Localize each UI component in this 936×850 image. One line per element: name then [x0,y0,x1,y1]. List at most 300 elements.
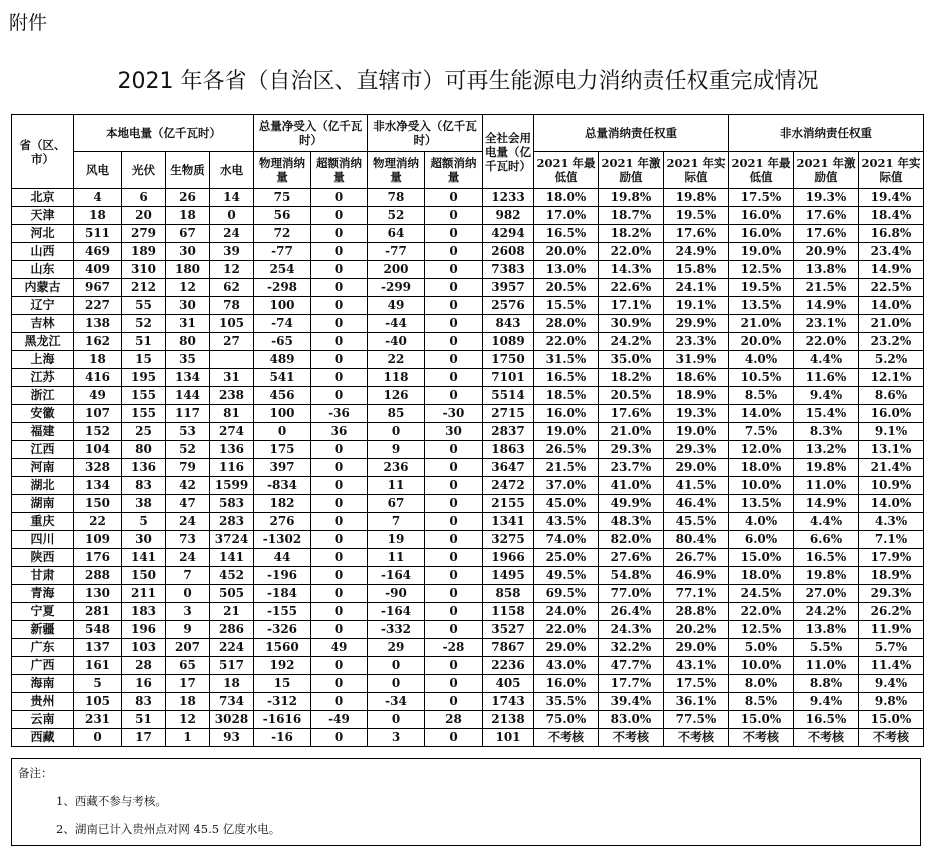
table-cell: 100 [254,297,311,315]
table-cell: 0 [311,369,368,387]
table-cell: 1341 [483,513,534,531]
table-cell: 31.5% [534,351,599,369]
table-cell: 13.5% [729,495,794,513]
table-cell: 24 [210,225,254,243]
table-cell: 0 [425,189,483,207]
table-cell: 20 [122,207,166,225]
table-cell: 56 [254,207,311,225]
table-cell: -90 [368,585,425,603]
table-cell: -299 [368,279,425,297]
table-cell: 11.6% [794,369,859,387]
province-cell: 福建 [12,423,74,441]
table-cell: 0 [311,351,368,369]
table-cell: 0 [311,585,368,603]
table-cell: 2472 [483,477,534,495]
table-row [12,297,924,315]
table-cell: 19.8% [794,567,859,585]
table-cell: 49 [368,297,425,315]
table-cell: 0 [425,387,483,405]
table-cell: 276 [254,513,311,531]
table-cell: 20.5% [534,279,599,297]
table-cell: 16.5% [534,369,599,387]
table-cell: 26.4% [599,603,664,621]
note-item: 2、湖南已计入贵州点对网 45.5 亿度水电。 [56,822,281,836]
table-cell: -49 [311,711,368,729]
table-cell: 274 [210,423,254,441]
table-cell: 21.4% [859,459,924,477]
header-min-2021-nonhydro: 2021 年最低值 [729,152,794,189]
table-cell: 18.4% [859,207,924,225]
table-cell: 46.9% [664,567,729,585]
table-cell: 22.0% [534,621,599,639]
table-cell: 2155 [483,495,534,513]
table-cell: 65 [166,657,210,675]
table-cell: 176 [74,549,122,567]
header-solar: 光伏 [122,152,166,189]
table-cell: -77 [254,243,311,261]
table-cell: 16 [122,675,166,693]
table-row [12,513,924,531]
table-cell: 45.0% [534,495,599,513]
table-cell: 82.0% [599,531,664,549]
table-cell: 12 [166,711,210,729]
province-cell: 新疆 [12,621,74,639]
table-cell: 155 [122,387,166,405]
table-cell: -30 [425,405,483,423]
table-cell: 0 [311,603,368,621]
table-cell: 141 [210,549,254,567]
table-cell: 25 [122,423,166,441]
table-cell: 44 [254,549,311,567]
table-cell: -184 [254,585,311,603]
table-cell: 8.5% [729,387,794,405]
table-cell: 117 [166,405,210,423]
table-cell: 130 [74,585,122,603]
header-nonhydro-net-inflow: 非水净受入（亿千瓦时） [368,115,483,152]
header-biomass: 生物质 [166,152,210,189]
table-cell: 9.1% [859,423,924,441]
table-cell: 0 [311,297,368,315]
table-cell: 10.0% [729,657,794,675]
table-cell: 116 [210,459,254,477]
table-cell: 137 [74,639,122,657]
table-cell: 14.3% [599,261,664,279]
table-cell: 22.0% [534,333,599,351]
table-cell: 212 [122,279,166,297]
table-row [12,675,924,693]
table-cell: 69.5% [534,585,599,603]
table-cell: 23.2% [859,333,924,351]
header-province: 省（区、市） [12,115,74,189]
table-cell: 0 [311,729,368,747]
table-cell: 279 [122,225,166,243]
table-cell: 不考核 [859,729,924,747]
table-cell: 0 [311,531,368,549]
table-cell: 162 [74,333,122,351]
table-cell: 80.4% [664,531,729,549]
table-cell: 9.4% [794,387,859,405]
table-row [12,261,924,279]
table-cell: 0 [425,567,483,585]
table-cell: 180 [166,261,210,279]
table-cell: 0 [425,675,483,693]
table-cell: 22 [368,351,425,369]
table-cell: 80 [122,441,166,459]
table-cell: 236 [368,459,425,477]
table-cell: -16 [254,729,311,747]
header-total-weight: 总量消纳责任权重 [534,115,729,152]
table-cell: 15.8% [664,261,729,279]
header-physical: 物理消纳量 [254,152,311,189]
table-row [12,315,924,333]
table-cell: 18.9% [859,567,924,585]
table-cell: 27.0% [794,585,859,603]
table-cell: 2236 [483,657,534,675]
table-cell: 231 [74,711,122,729]
table-cell: 105 [210,315,254,333]
table-cell: 0 [311,189,368,207]
table-cell: 37.0% [534,477,599,495]
table-cell: 8.6% [859,387,924,405]
table-row [12,639,924,657]
table-cell: 175 [254,441,311,459]
table-cell: 0 [425,459,483,477]
table-cell: 13.1% [859,441,924,459]
province-cell: 上海 [12,351,74,369]
table-cell: 0 [425,657,483,675]
table-cell: 52 [368,207,425,225]
table-cell: 13.8% [794,621,859,639]
table-row [12,459,924,477]
table-cell: -44 [368,315,425,333]
table-row [12,225,924,243]
table-cell: 28.8% [664,603,729,621]
table-cell: 0 [425,585,483,603]
table-cell: 126 [368,387,425,405]
table-cell: 5 [74,675,122,693]
table-cell: 29.3% [859,585,924,603]
table-cell: 0 [425,693,483,711]
table-cell: 22.0% [794,333,859,351]
table-cell: 39.4% [599,693,664,711]
province-cell: 四川 [12,531,74,549]
table-cell: 100 [254,405,311,423]
table-cell: 452 [210,567,254,585]
table-cell: 4.4% [794,513,859,531]
province-cell: 江苏 [12,369,74,387]
table-cell: 24.2% [794,603,859,621]
table-cell: 109 [74,531,122,549]
table-cell: 83 [122,477,166,495]
table-cell: 9.4% [859,675,924,693]
table-cell: 405 [483,675,534,693]
table-cell: 150 [74,495,122,513]
table-cell: 16.0% [729,225,794,243]
table-row [12,711,924,729]
table-cell: 10.0% [729,477,794,495]
table-cell: 0 [311,333,368,351]
table-cell: 32.2% [599,639,664,657]
table-cell: 17.5% [729,189,794,207]
province-cell: 山西 [12,243,74,261]
table-cell: 288 [74,567,122,585]
table-cell: 281 [74,603,122,621]
table-cell: 26.5% [534,441,599,459]
table-cell: 11.9% [859,621,924,639]
table-cell: 0 [425,369,483,387]
table-cell: 3 [368,729,425,747]
table-cell: 0 [311,459,368,477]
table-row [12,405,924,423]
table-cell: 43.0% [534,657,599,675]
table-cell: 73 [166,531,210,549]
table-cell: 286 [210,621,254,639]
table-cell: 0 [425,621,483,639]
header-total-net-inflow: 总量净受入（亿千瓦时） [254,115,368,152]
table-cell: 29.0% [664,459,729,477]
table-cell: -1616 [254,711,311,729]
province-cell: 天津 [12,207,74,225]
table-cell: 19 [368,531,425,549]
table-cell: 16.0% [534,675,599,693]
table-cell: 8.5% [729,693,794,711]
table-cell: 0 [425,243,483,261]
table-cell: 409 [74,261,122,279]
table-cell: 不考核 [794,729,859,747]
table-cell: 0 [425,351,483,369]
table-cell: 30.9% [599,315,664,333]
table-cell: -74 [254,315,311,333]
table-cell: 12.5% [729,261,794,279]
table-cell: 16.0% [859,405,924,423]
data-table [11,114,924,747]
table-cell: 2138 [483,711,534,729]
table-cell: 7101 [483,369,534,387]
notes-box [11,758,921,846]
table-cell: 24.2% [599,333,664,351]
province-cell: 甘肃 [12,567,74,585]
table-cell: 27.6% [599,549,664,567]
table-cell: 4 [74,189,122,207]
table-cell: 22.0% [729,603,794,621]
table-cell: 13.8% [794,261,859,279]
table-cell: 35 [166,351,210,369]
table-row [12,333,924,351]
table-cell: 0 [311,567,368,585]
table-cell: 0 [166,585,210,603]
table-cell: 22.6% [599,279,664,297]
table-cell: 0 [425,549,483,567]
attachment-label: 附件 [9,12,48,34]
table-cell: 967 [74,279,122,297]
table-cell: 23.1% [794,315,859,333]
table-cell: 517 [210,657,254,675]
table-cell: 10.9% [859,477,924,495]
table-cell: 5 [122,513,166,531]
table-cell: 144 [166,387,210,405]
table-cell: 24.3% [599,621,664,639]
table-cell: 9 [166,621,210,639]
table-cell [210,351,254,369]
table-cell: 150 [122,567,166,585]
table-cell: 0 [311,513,368,531]
table-cell: 41.5% [664,477,729,495]
table-cell: 24.9% [664,243,729,261]
table-cell: 7 [166,567,210,585]
table-row [12,603,924,621]
table-cell: 4294 [483,225,534,243]
table-cell: 21.5% [794,279,859,297]
table-cell: 189 [122,243,166,261]
table-cell: 0 [425,333,483,351]
table-cell: 134 [74,477,122,495]
table-cell: 67 [166,225,210,243]
table-cell: 78 [210,297,254,315]
table-cell: 43.5% [534,513,599,531]
table-cell: -28 [425,639,483,657]
table-cell: 1233 [483,189,534,207]
table-cell: 200 [368,261,425,279]
table-cell: 不考核 [664,729,729,747]
table-cell: 1495 [483,567,534,585]
table-cell: 14.0% [859,297,924,315]
table-cell: 1863 [483,441,534,459]
table-row [12,441,924,459]
table-cell: 1 [166,729,210,747]
table-row [12,477,924,495]
table-cell: 7867 [483,639,534,657]
table-cell: 21.5% [534,459,599,477]
table-cell: 20.9% [794,243,859,261]
header-actual-2021: 2021 年实际值 [664,152,729,189]
table-row [12,423,924,441]
table-cell: 161 [74,657,122,675]
table-cell: 18.6% [664,369,729,387]
table-cell: 4.4% [794,351,859,369]
table-cell: 7383 [483,261,534,279]
table-cell: 0 [311,441,368,459]
header-actual-2021-nonhydro: 2021 年实际值 [859,152,924,189]
table-cell: -155 [254,603,311,621]
header-nonhydro-weight: 非水消纳责任权重 [729,115,924,152]
table-cell: 19.0% [729,243,794,261]
table-cell: 47 [166,495,210,513]
header-society-consumption: 全社会用电量（亿千瓦时） [483,115,534,189]
table-cell: 48.3% [599,513,664,531]
table-cell: 5514 [483,387,534,405]
table-cell: 28 [425,711,483,729]
table-cell: 9.8% [859,693,924,711]
table-cell: 0 [311,657,368,675]
table-cell: 16.0% [534,405,599,423]
table-cell: 16.0% [729,207,794,225]
table-cell: 17.7% [599,675,664,693]
table-cell: 20.2% [664,621,729,639]
table-cell: 21 [210,603,254,621]
table-cell: 74.0% [534,531,599,549]
table-cell: 19.0% [534,423,599,441]
table-cell: 27 [210,333,254,351]
header-incentive-2021-nonhydro: 2021 年激励值 [794,152,859,189]
table-cell: 6 [122,189,166,207]
table-cell: 29.0% [664,639,729,657]
province-cell: 陕西 [12,549,74,567]
table-cell: 13.2% [794,441,859,459]
table-cell: 31.9% [664,351,729,369]
table-cell: 22 [74,513,122,531]
table-cell: 11.4% [859,657,924,675]
table-cell: 6.6% [794,531,859,549]
table-cell: 0 [425,729,483,747]
table-cell: 0 [368,711,425,729]
table-cell: 17.6% [664,225,729,243]
table-cell: 36.1% [664,693,729,711]
table-cell: 0 [311,243,368,261]
table-cell: 0 [311,261,368,279]
header-min-2021: 2021 年最低值 [534,152,599,189]
table-cell: 456 [254,387,311,405]
table-cell: 25.0% [534,549,599,567]
table-cell: 67 [368,495,425,513]
table-cell: 42 [166,477,210,495]
table-cell: 2715 [483,405,534,423]
table-cell: 83 [122,693,166,711]
table-cell: 31 [210,369,254,387]
table-cell: 16.5% [794,711,859,729]
table-cell: 416 [74,369,122,387]
note-item: 1、西藏不参与考核。 [56,794,167,808]
table-cell: 29.3% [664,441,729,459]
table-cell: 0 [74,729,122,747]
table-cell: 29.9% [664,315,729,333]
table-cell: 75.0% [534,711,599,729]
table-cell: 0 [425,477,483,495]
table-cell: 12.0% [729,441,794,459]
table-cell: -164 [368,603,425,621]
table-row [12,279,924,297]
table-cell: -164 [368,567,425,585]
table-cell: 101 [483,729,534,747]
table-cell: 397 [254,459,311,477]
table-cell: 0 [210,207,254,225]
table-cell: -77 [368,243,425,261]
table-cell: 81 [210,405,254,423]
table-cell: 26.7% [664,549,729,567]
table-cell: 192 [254,657,311,675]
province-cell: 北京 [12,189,74,207]
table-cell: 80 [166,333,210,351]
table-cell: 9.4% [794,693,859,711]
table-cell: 38 [122,495,166,513]
table-cell: 7.5% [729,423,794,441]
table-cell: 0 [311,477,368,495]
table-cell: 78 [368,189,425,207]
table-cell: 18 [74,351,122,369]
table-cell: 54.8% [599,567,664,585]
table-cell: 5.7% [859,639,924,657]
table-cell: 24.1% [664,279,729,297]
table-cell: 152 [74,423,122,441]
table-cell: -34 [368,693,425,711]
table-cell: 19.4% [859,189,924,207]
header-incentive-2021: 2021 年激励值 [599,152,664,189]
header-wind: 风电 [74,152,122,189]
table-cell: 17.6% [599,405,664,423]
table-cell: 0 [311,621,368,639]
province-cell: 山东 [12,261,74,279]
table-row [12,585,924,603]
table-row [12,351,924,369]
